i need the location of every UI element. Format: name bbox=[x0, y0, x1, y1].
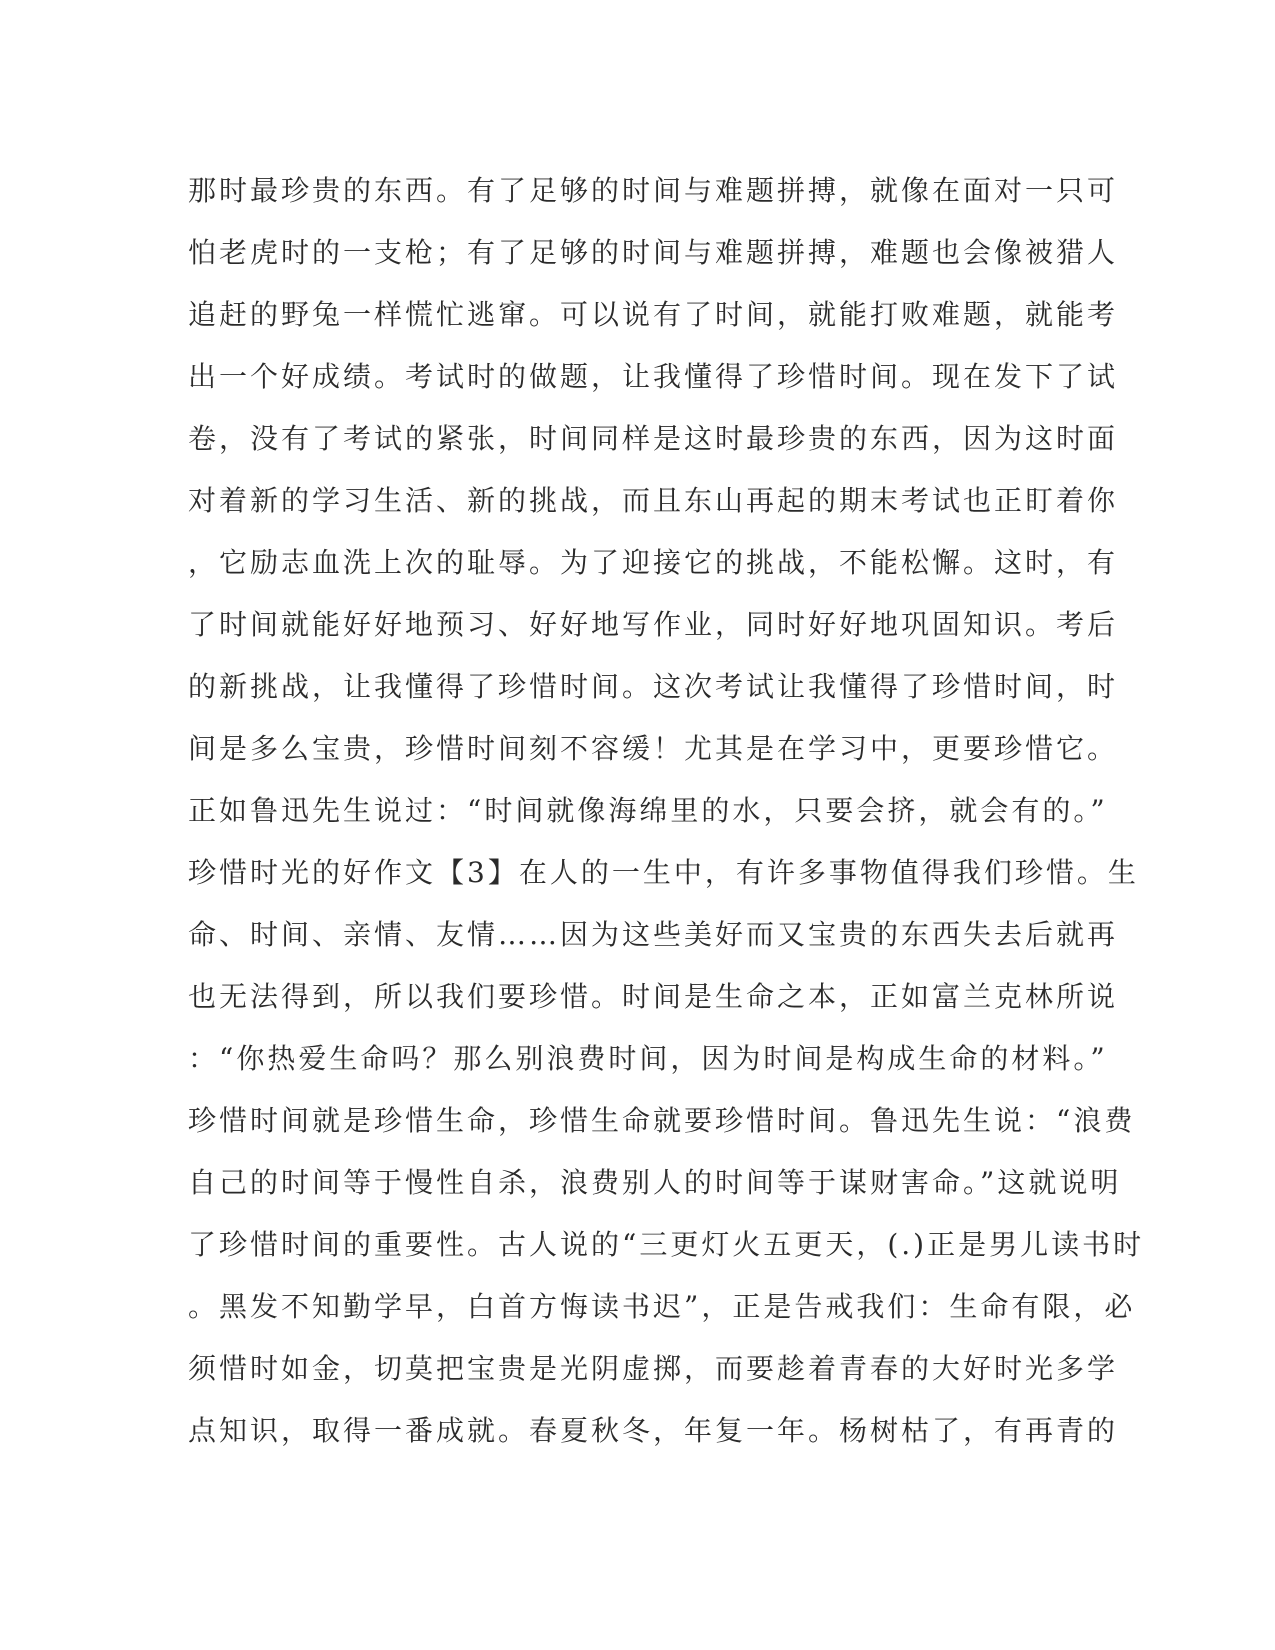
text-line: 的新挑战，让我懂得了珍惜时间。这次考试让我懂得了珍惜时间，时 bbox=[188, 670, 1119, 703]
text-line: 命、时间、亲情、友情……因为这些美好而又宝贵的东西失去后就再 bbox=[188, 918, 1119, 951]
text-line: 须惜时如金，切莫把宝贵是光阴虚掷，而要趁着青春的大好时光多学 bbox=[188, 1352, 1119, 1385]
text-line: 了珍惜时间的重要性。古人说的“三更灯火五更天，(.)正是男儿读书时 bbox=[188, 1228, 1145, 1261]
text-line: 自己的时间等于慢性自杀，浪费别人的时间等于谋财害命。”这就说明 bbox=[188, 1166, 1122, 1199]
text-line: 点知识，取得一番成就。春夏秋冬，年复一年。杨树枯了，有再青的 bbox=[188, 1414, 1119, 1447]
text-line: 间是多么宝贵，珍惜时间刻不容缓！尤其是在学习中，更要珍惜它。 bbox=[188, 732, 1119, 765]
text-line: 追赶的野兔一样慌忙逃窜。可以说有了时间，就能打败难题，就能考 bbox=[188, 298, 1119, 331]
body-text bbox=[188, 160, 1145, 1462]
text-line: 对着新的学习生活、新的挑战，而且东山再起的期末考试也正盯着你 bbox=[188, 484, 1119, 517]
text-line: 出一个好成绩。考试时的做题，让我懂得了珍惜时间。现在发下了试 bbox=[188, 360, 1119, 393]
text-line: 珍惜时光的好作文【3】在人的一生中，有许多事物值得我们珍惜。生 bbox=[188, 856, 1139, 889]
text-line: 。黑发不知勤学早，白首方悔读书迟”，正是告戒我们：生命有限，必 bbox=[188, 1290, 1136, 1323]
text-line: ：“你热爱生命吗？那么别浪费时间，因为时间是构成生命的材料。” bbox=[188, 1042, 1108, 1075]
text-line: 了时间就能好好地预习、好好地写作业，同时好好地巩固知识。考后 bbox=[188, 608, 1119, 641]
text-line: 那时最珍贵的东西。有了足够的时间与难题拼搏，就像在面对一只可 bbox=[188, 174, 1119, 207]
text-line: 卷，没有了考试的紧张，时间同样是这时最珍贵的东西，因为这时面 bbox=[188, 422, 1119, 455]
text-line: ，它励志血洗上次的耻辱。为了迎接它的挑战，不能松懈。这时，有 bbox=[188, 546, 1119, 579]
text-line: 正如鲁迅先生说过：“时间就像海绵里的水，只要会挤，就会有的。” bbox=[188, 794, 1108, 827]
text-line: 也无法得到，所以我们要珍惜。时间是生命之本，正如富兰克林所说 bbox=[188, 980, 1119, 1013]
text-line: 怕老虎时的一支枪；有了足够的时间与难题拼搏，难题也会像被猎人 bbox=[188, 236, 1119, 269]
text-line: 珍惜时间就是珍惜生命，珍惜生命就要珍惜时间。鲁迅先生说：“浪费 bbox=[188, 1104, 1136, 1137]
